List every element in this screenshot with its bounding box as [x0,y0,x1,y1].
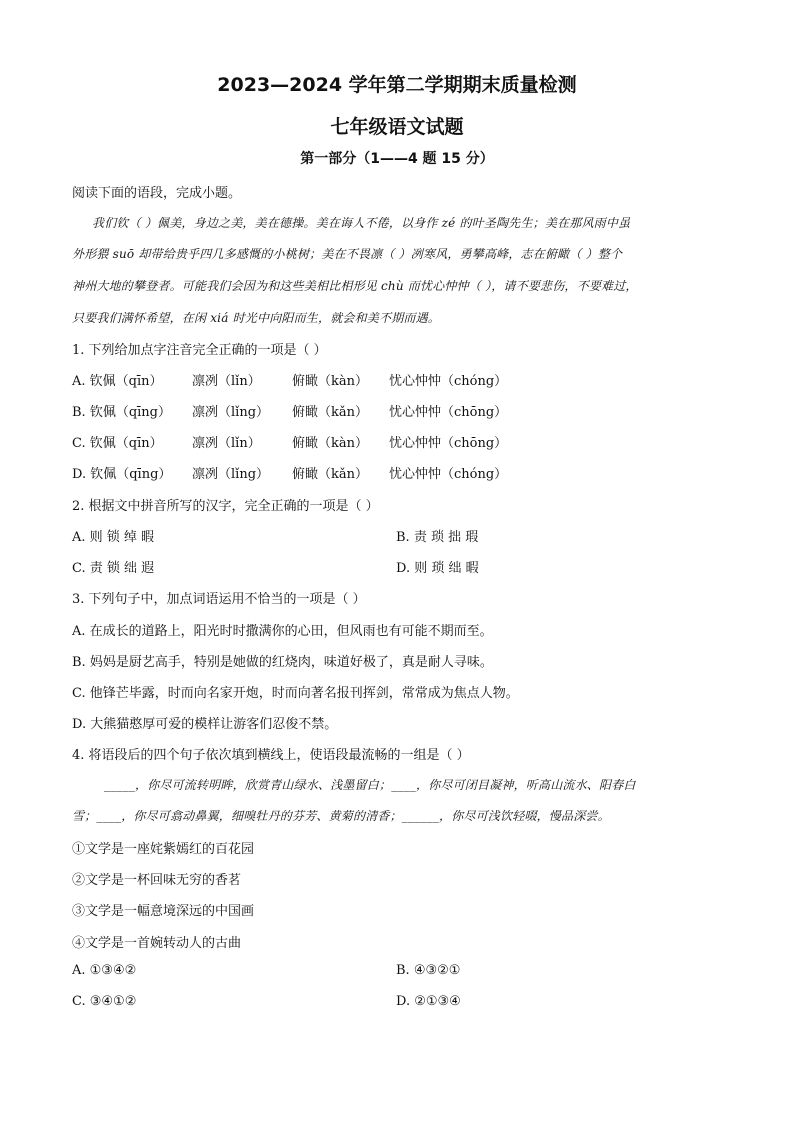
exam-title: 2023—2024 学年第二学期期末质量检测 [217,74,577,96]
q4-option-d[interactable]: D. ②①③④ [396,994,461,1009]
q1-option-c[interactable] [72,432,549,451]
q1-option-a[interactable] [72,370,549,389]
q1-d-cell: 凛冽（lǐng） [192,467,270,482]
q1-stem: 1. 下列给加点字注音完全正确的一项是（ ） [72,343,327,358]
passage-line: 神州大地的攀登者。可能我们会因为和这些美相比相形见 chù 而忧心忡忡（ ），请不要悲伤，不要难过， [72,279,638,293]
q3-stem: 3. 下列句子中，加点词语运用不恰当的一项是（ ） [72,592,366,607]
q3-option-c[interactable]: C. 他锋芒毕露，时而向名家开炮，时而向著名报刊挥剑，常常成为焦点人物。 [72,686,519,701]
q4-item: ④文学是一首婉转动人的古曲 [72,936,242,951]
section-heading: 第一部分（1——4 题 15 分） [300,151,494,167]
q1-a-cell: 俯瞰（kàn） [292,374,369,389]
q4-option-b[interactable]: B. ④③②① [396,963,461,978]
q4-stem: 4. 将语段后的四个句子依次填到横线上，使语段最流畅的一组是（ ） [72,748,470,763]
q2-option-b[interactable]: B. 责 琐 拙 瑕 [396,530,479,545]
q2-option-a[interactable]: A. 则 锁 绰 暇 [72,530,155,545]
q1-d-cell: 俯瞰（kǎn） [292,467,369,482]
q4-option-c[interactable]: C. ③④①② [72,994,137,1009]
q1-b-cell: 忧心忡忡（chōng） [389,405,508,420]
q1-a-cell: 忧心忡忡（chóng） [389,374,508,389]
q1-a-cell: A. 钦佩（qīn） [72,374,163,389]
q1-d-cell: 忧心忡忡（chóng） [389,467,508,482]
passage-line: 我们钦（ ）佩美，身边之美，美在德操。美在诲人不倦，以身作 zé 的叶圣陶先生；美在那风雨中虽 [92,216,631,230]
passage-line: 只要我们满怀希望，在闲 xiá 时光中向阳而生，就会和美不期而遇。 [72,311,440,325]
q1-c-cell: 俯瞰（kàn） [292,436,369,451]
q3-option-b[interactable]: B. 妈妈是厨艺高手，特别是她做的红烧肉，味道好极了，真是耐人寻味。 [72,655,493,670]
q1-c-cell: 忧心忡忡（chōng） [389,436,508,451]
exam-subtitle: 七年级语文试题 [330,116,464,138]
q1-option-b[interactable] [72,401,549,420]
q4-passage-line: 雪；____，你尽可翕动鼻翼，细嗅牡丹的芬芳、黄菊的清香；______，你尽可浅饮轻啜，慢品深尝。 [72,809,610,823]
passage-line: 外形猥 suō 却带给贵乎四几多感慨的小桃树；美在不畏凛（ ）冽寒风，勇攀高峰，志在俯瞰（ ）整个 [72,247,623,261]
q1-c-cell: 凛冽（lǐn） [192,436,261,451]
q3-option-a[interactable]: A. 在成长的道路上，阳光时时撒满你的心田，但风雨也有可能不期而至。 [72,624,493,639]
q4-option-a[interactable]: A. ①③④② [72,963,137,978]
q3-option-d[interactable]: D. 大熊猫憨厚可爱的模样让游客们忍俊不禁。 [72,717,338,732]
q2-option-d[interactable]: D. 则 琐 绌 暇 [396,561,479,576]
q1-d-cell: D. 钦佩（qīng） [72,467,172,482]
reading-intro: 阅读下面的语段，完成小题。 [72,186,242,201]
q1-b-cell: 凛冽（lǐng） [192,405,270,420]
q4-passage-line: _____，你尽可流转明眸，欣赏青山绿水、浅墨留白；____，你尽可闭目凝神，听高山流水、阳春白 [104,778,636,792]
q4-item: ②文学是一杯回味无穷的香茗 [72,873,242,888]
q1-c-cell: C. 钦佩（qīn） [72,436,163,451]
q4-item: ①文学是一座姹紫嫣红的百花园 [72,842,255,857]
q1-b-cell: B. 钦佩（qīng） [72,405,171,420]
q1-b-cell: 俯瞰（kǎn） [292,405,369,420]
q1-option-d[interactable] [72,463,549,482]
q4-item: ③文学是一幅意境深远的中国画 [72,904,255,919]
q1-a-cell: 凛冽（lǐn） [192,374,261,389]
q2-stem: 2. 根据文中拼音所写的汉字，完全正确的一项是（ ） [72,499,379,514]
q2-option-c[interactable]: C. 责 锁 绌 遐 [72,561,155,576]
